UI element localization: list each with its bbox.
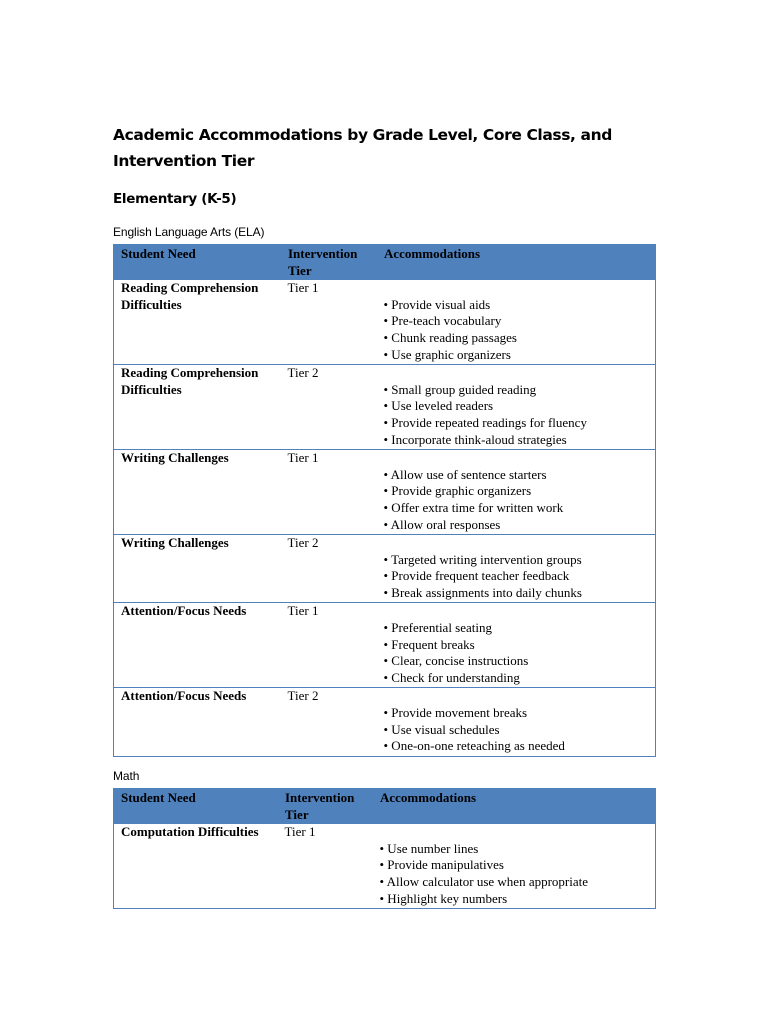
accommodation-item: • Offer extra time for written work	[383, 499, 564, 515]
accommodation-list	[380, 824, 656, 908]
subject-label: English Language Arts (ELA)	[113, 225, 265, 239]
student-need-cell: Attention/Focus Needs	[114, 688, 281, 756]
accommodation-item: • Provide visual aids	[383, 296, 491, 312]
accommodation-item: • Targeted writing intervention groups	[383, 551, 582, 567]
header-student-need: Student Need	[114, 245, 281, 280]
accommodation-item: • Chunk reading passages	[383, 329, 517, 345]
accommodation-item: • One-on-one reteaching as needed	[383, 738, 565, 754]
accommodation-item: • Check for understanding	[383, 669, 520, 685]
document-title: Academic Accommodations by Grade Level, Core Class, and Intervention Tier	[113, 126, 612, 170]
student-need-cell: Writing Challenges	[114, 535, 281, 603]
accommodation-item: • Provide manipulatives	[379, 857, 504, 873]
accommodation-list	[384, 688, 656, 755]
accommodation-item: • Allow oral responses	[383, 516, 501, 532]
accommodation-item: • Frequent breaks	[383, 636, 475, 652]
intervention-tier-cell: Tier 1	[278, 824, 373, 909]
accommodations-cell	[377, 535, 656, 603]
accommodations-table	[113, 244, 656, 757]
accommodation-item: • Small group guided reading	[383, 381, 537, 397]
intervention-tier-cell: Tier 2	[281, 535, 377, 603]
accommodation-item: • Preferential seating	[383, 620, 493, 636]
accommodation-item: • Clear, concise instructions	[383, 653, 529, 669]
intervention-tier-cell: Tier 1	[281, 450, 377, 535]
accommodation-item: • Allow calculator use when appropriate	[379, 873, 589, 889]
accommodations-cell	[377, 603, 656, 688]
table-row	[114, 824, 656, 909]
accommodation-item: • Provide movement breaks	[383, 705, 528, 721]
intervention-tier-cell: Tier 1	[281, 603, 377, 688]
header-intervention-tier: Intervention Tier	[281, 245, 377, 280]
table-row	[114, 603, 656, 688]
table-header-row	[114, 789, 656, 824]
accommodation-item: • Provide repeated readings for fluency	[383, 414, 587, 430]
table-row	[114, 280, 656, 365]
accommodations-cell	[373, 824, 656, 909]
accommodation-list	[384, 603, 656, 687]
subject-label: Math	[113, 769, 140, 783]
student-need-cell: Writing Challenges	[114, 450, 281, 535]
student-need-cell: Reading Comprehension Difficulties	[114, 280, 281, 365]
accommodation-item: • Incorporate think-aloud strategies	[383, 431, 567, 447]
accommodation-item: • Pre-teach vocabulary	[383, 313, 502, 329]
accommodation-list	[384, 450, 656, 534]
table-row	[114, 535, 656, 603]
table-row	[114, 450, 656, 535]
accommodation-item: • Provide graphic organizers	[383, 483, 532, 499]
table-row	[114, 365, 656, 450]
accommodation-list	[384, 280, 656, 364]
accommodation-item: • Allow use of sentence starters	[383, 466, 547, 482]
student-need-cell: Reading Comprehension Difficulties	[114, 365, 281, 450]
accommodation-item: • Use number lines	[379, 840, 479, 856]
intervention-tier-cell: Tier 1	[281, 280, 377, 365]
intervention-tier-cell: Tier 2	[281, 365, 377, 450]
accommodations-cell	[377, 450, 656, 535]
accommodation-list	[384, 535, 656, 602]
accommodations-cell	[377, 365, 656, 450]
accommodation-item: • Highlight key numbers	[379, 890, 508, 906]
header-accommodations: Accommodations	[377, 245, 656, 280]
student-need-cell: Attention/Focus Needs	[114, 603, 281, 688]
accommodation-item: • Use leveled readers	[383, 398, 494, 414]
accommodation-item: • Use graphic organizers	[383, 346, 511, 362]
table-row	[114, 688, 656, 756]
table-header-row	[114, 245, 656, 280]
accommodation-item: • Break assignments into daily chunks	[383, 584, 582, 600]
header-intervention-tier: Intervention Tier	[278, 789, 373, 824]
student-need-cell: Computation Difficulties	[114, 824, 278, 909]
header-accommodations: Accommodations	[373, 789, 656, 824]
accommodations-cell	[377, 280, 656, 365]
accommodation-item: • Use visual schedules	[383, 721, 500, 737]
accommodation-list	[384, 365, 656, 449]
accommodation-item: • Provide frequent teacher feedback	[383, 568, 570, 584]
header-student-need: Student Need	[114, 789, 278, 824]
section-heading: Elementary (K-5)	[113, 191, 237, 207]
accommodations-table	[113, 788, 656, 909]
intervention-tier-cell: Tier 2	[281, 688, 377, 756]
accommodations-cell	[377, 688, 656, 756]
